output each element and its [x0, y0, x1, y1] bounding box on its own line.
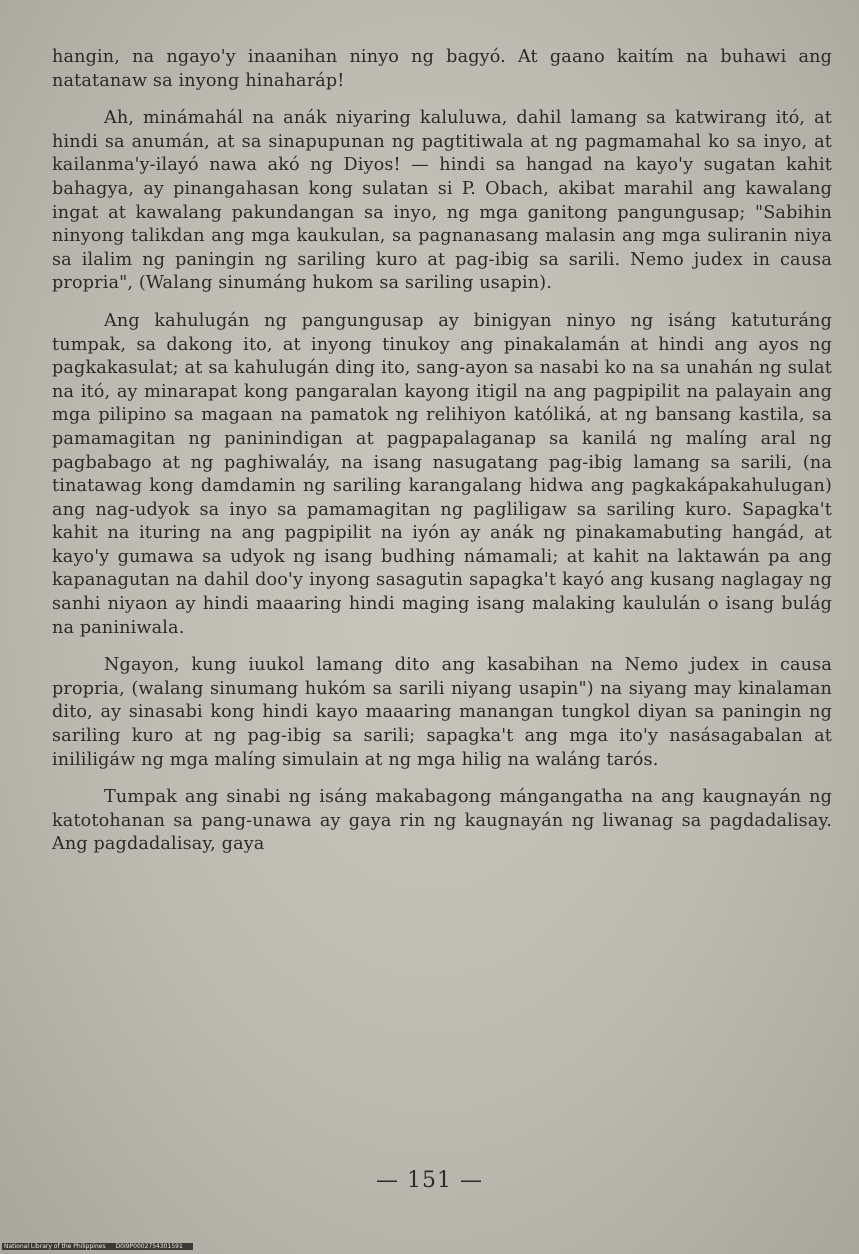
paragraph-5: Tumpak ang sinabi ng isáng makabagong mángangatha na ang kaugnayán ng katotohanan sa pang-unawa ay gaya rin ng kaugnayán ng liwanag sa pagdadalisay. Ang pagdadalisay, gaya: [52, 787, 832, 855]
scan-footer: [2, 1243, 193, 1250]
footer-code: D0I9P0002754301591: [115, 1243, 183, 1250]
body-text: [52, 46, 832, 857]
paragraph-4: Ngayon, kung iuukol lamang dito ang kasabihan na Nemo judex in causa propria, (walang sinumang hukóm sa sarili niyang usapin") na siyang may kinalaman dito, ay sinasabi kong hindi kayo maaaring manangan tungkol diyan sa paningin ng sariling kuro at ng pag-ibig sa sarili; sapagka't ang mga ito'y nasásagabalan at inililigáw ng mga malíng simulain at ng mga hilig na waláng tarós.: [52, 655, 832, 770]
page-number: — 151 —: [376, 1168, 483, 1193]
paragraph-1: hangin, na ngayo'y inaanihan ninyo ng bagyó. At gaano kaitím na buhawi ang natatanaw sa inyong hinaharáp!: [52, 47, 832, 91]
footer-library: National Library of the Philippines: [4, 1243, 106, 1250]
paragraph-2: Ah, minámahál na anák niyaring kaluluwa, dahil lamang sa katwirang itó, at hindi sa anumán, at sa sinapupunan ng pagtitiwala at ng pagmamahal ko sa inyo, at kailanma'y-ilayó nawa akó ng Diyos! — hindi sa hangad na kayo'y sugatan kahit bahagya, ay pinangahasan kong sulatan si P. Obach, akibat marahil ang kawalang ingat at kawalang pakundangan sa inyo, ng mga ganitong pangungusap; "Sabihin ninyong talikdan ang mga kaukulan, sa pagnanasang malasin ang mga suliranin niya sa ilalim ng paningin ng sariling kuro at pag-ibig sa sarili. Nemo judex in causa propria", (Walang sinumáng hukom sa sariling usapin).: [52, 108, 832, 294]
paragraph-3: Ang kahulugán ng pangungusap ay binigyan ninyo ng isáng katuturáng tumpak, sa dakong ito, at inyong tinukoy ang pinakalamán at hindi ang ayos ng pagkakasulat; at sa kahulugán ding ito, sang-ayon sa nasabi ko na sa unahán ng sulat na itó, ay minarapat kong pangaralan kayong itigil na ang pagpipilit na palayain ang mga pilipino sa magaan na pamatok ng relihiyon katóliká, at ng bansang kastila, sa pamamagitan ng paninindigan at pagpapalaganap sa kanilá ng malíng aral ng pagbabago at ng paghiwaláy, na isang nasugatang pag-ibig lamang sa sarili, (na tinatawag kong damdamin ng sariling karangalang hidwa ang pagkakápakahulugan) ang nag-udyok sa inyo sa pamamagitan ng pagliligaw sa sariling kuro. Sapagka't kahit na ituring na ang pagpipilit na iyón ay anák ng pinakamabuting hangád, at kayo'y gumawa sa udyok ng isang budhing námamali; at kahit na laktawán pa ang kapanagutan na dahil doo'y inyong sasagutin sapagka't kayó ang kusang naglagay ng sanhi niyaon ay hindi maaaring hindi maging isang malaking kaululán o isang bulág na paniniwala.: [52, 310, 832, 638]
